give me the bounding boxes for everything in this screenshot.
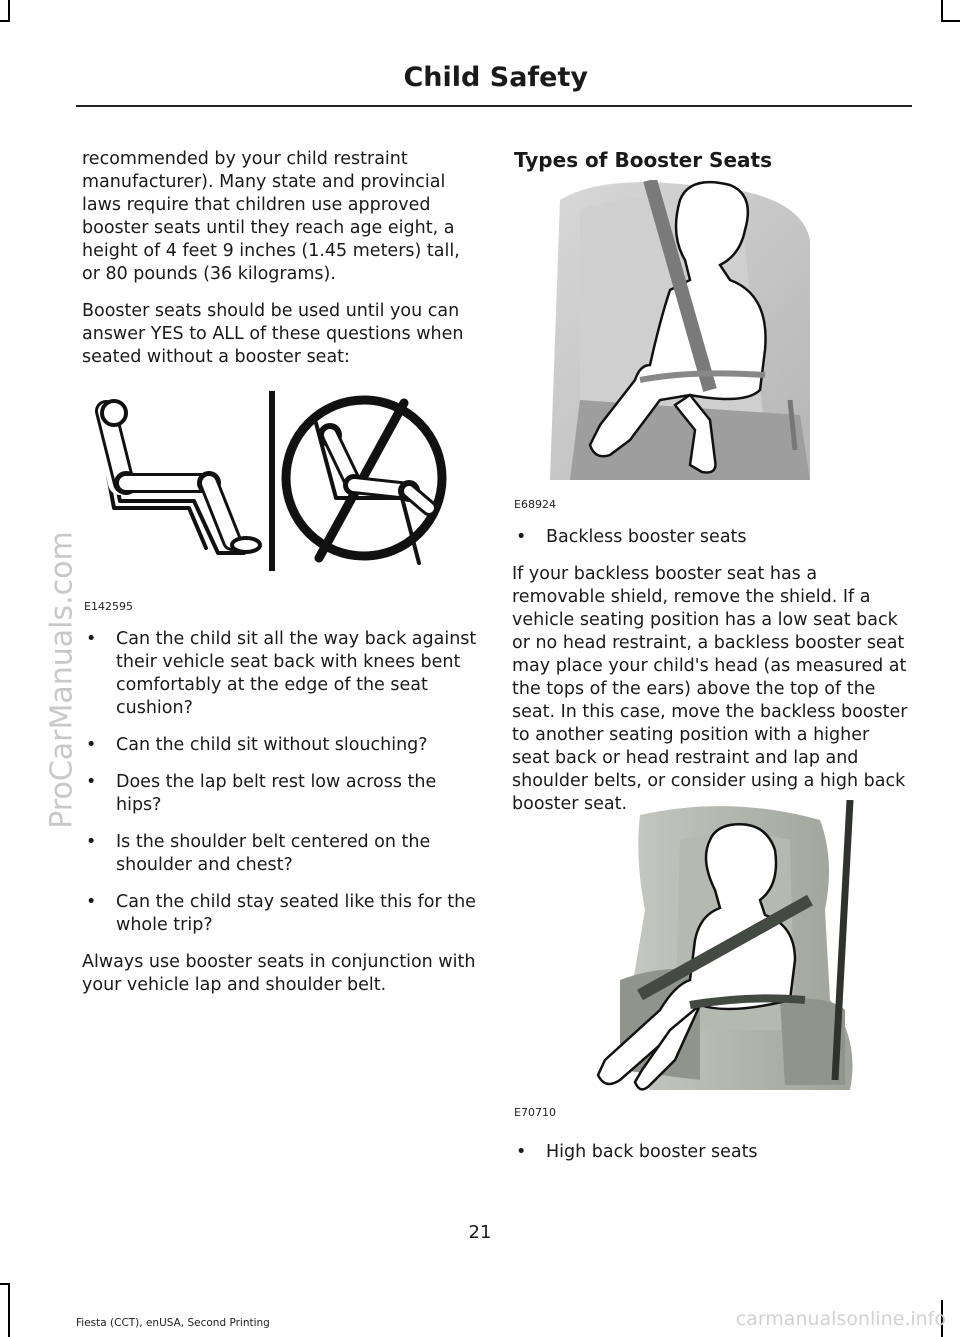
list-item: • Can the child sit without slouching? — [82, 734, 480, 757]
left-column-bottom — [82, 628, 480, 1011]
seating-posture-illustration — [84, 383, 464, 578]
list-item: • Does the lap belt rest low across the hips? — [82, 771, 480, 817]
list-item: • Can the child sit all the way back against their vehicle seat back with knees bent comfortably at the edge of the seat cushion? — [82, 628, 480, 720]
booster-type-list — [512, 526, 910, 549]
belt-reminder-paragraph: Always use booster seats in conjunction with your vehicle lap and shoulder belt. — [82, 952, 476, 995]
booster-questions-intro: Booster seats should be used until you can answer YES to ALL of these questions when seated without a booster seat: — [82, 301, 464, 367]
side-watermark: ProCarManuals.com — [44, 531, 80, 829]
high-back-booster-illustration — [580, 800, 880, 1100]
list-item: • Is the shoulder belt centered on the shoulder and chest? — [82, 831, 480, 877]
right-column-bullet — [512, 1141, 910, 1178]
booster-type-list — [512, 1141, 910, 1164]
backless-booster-paragraph: If your backless booster seat has a removable shield, remove the shield. If a vehicle seating position has a low seat back or no head restraint, a backless booster seat may place your child's head (as measured at the tops of the ears) above the top of the seat. In this case, move the backless booster to another seating position with a higher seat back or head restraint and lap and shoulder belts, or consider using a high back booster seat. — [512, 564, 908, 814]
section-heading: Types of Booster Seats — [514, 148, 772, 172]
right-column-text — [512, 526, 910, 830]
list-item: • High back booster seats — [512, 1141, 910, 1164]
question-list — [82, 628, 480, 937]
crop-mark — [0, 20, 10, 22]
page-number: 21 — [468, 1222, 492, 1243]
list-item: • Backless booster seats — [512, 526, 910, 549]
crop-mark — [0, 1283, 10, 1285]
left-column-top — [82, 148, 480, 383]
list-item: • Can the child stay seated like this for the whole trip? — [82, 891, 480, 937]
figure-code: E68924 — [514, 498, 556, 511]
figure-code: E142595 — [84, 600, 133, 613]
page-title: Child Safety — [403, 62, 588, 93]
crop-mark — [941, 0, 943, 22]
crop-mark — [8, 1283, 10, 1337]
figure-code: E70710 — [514, 1106, 556, 1119]
intro-paragraph: recommended by your child restraint manufacturer). Many state and provincial laws require that children use approved booster seats until they reach age eight, a height of 4 feet 9 inches (1.45 meters) tall, or 80 pounds (36 kilograms). — [82, 149, 460, 284]
footer-watermark: carmanualsonline.info — [735, 1308, 946, 1330]
header-rule — [76, 105, 912, 107]
backless-booster-illustration — [540, 180, 840, 480]
edition-label: Fiesta (CCT), enUSA, Second Printing — [76, 1317, 270, 1329]
crop-mark — [941, 20, 960, 22]
crop-mark — [8, 0, 10, 22]
